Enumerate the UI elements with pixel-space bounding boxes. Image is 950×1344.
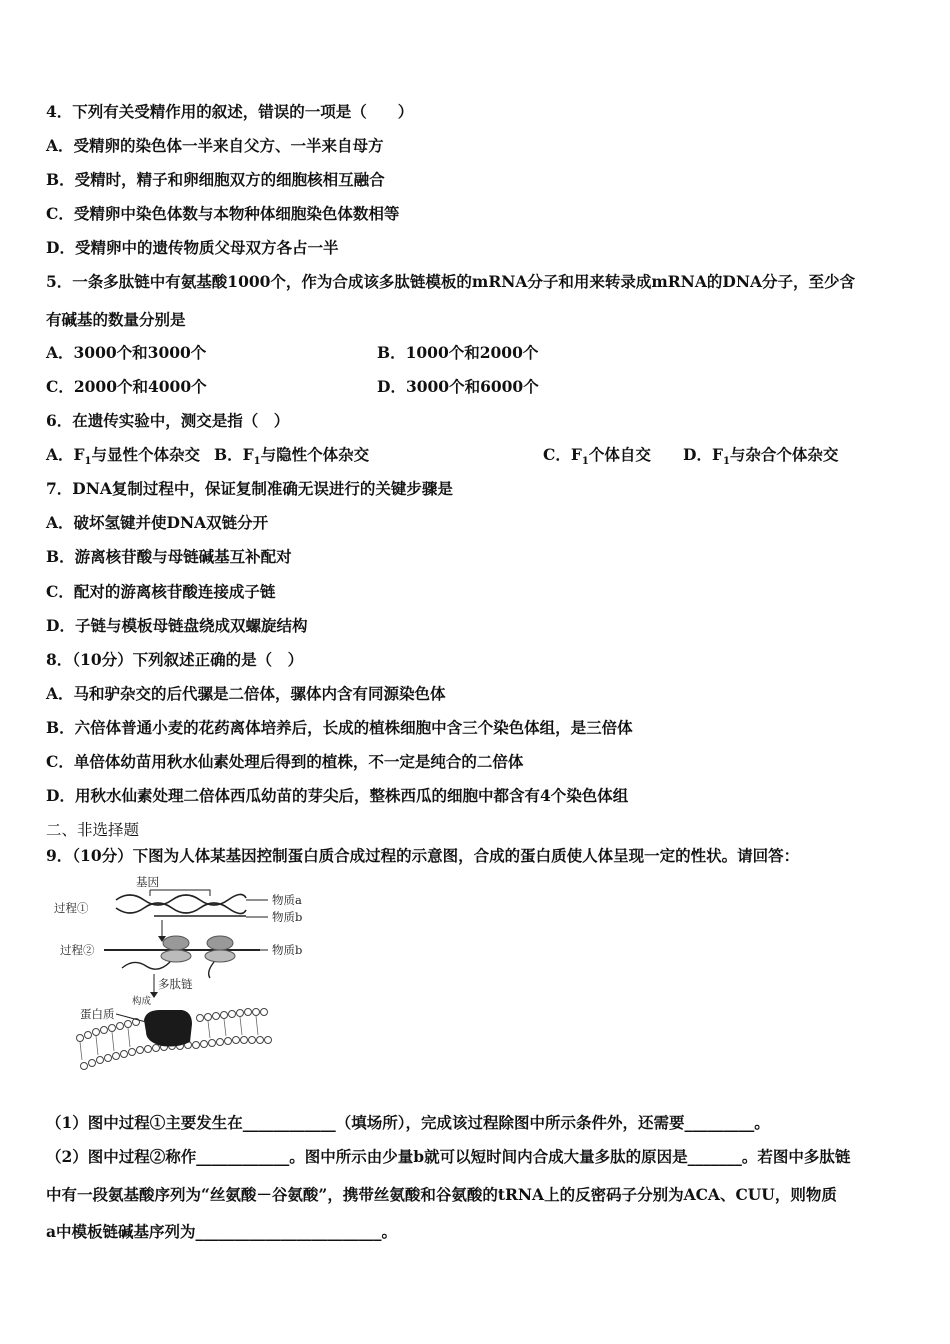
membrane-protein	[144, 1010, 192, 1047]
q5-option-c: C．2000个和4000个	[46, 377, 207, 396]
polypeptide-tail-2	[209, 962, 214, 978]
leader-protein	[116, 1014, 146, 1022]
q6-option-a: A．$F_1$与显性个体杂交	[46, 445, 201, 468]
arrow-2-head	[150, 992, 158, 998]
q9-part2-line3: a中模板链碱基序列为________________________。	[46, 1222, 398, 1241]
q7-option-c: C．配对的游离核苷酸连接成子链	[46, 582, 276, 601]
dna-helix	[116, 894, 246, 913]
label-polypeptide: 多肽链	[158, 977, 193, 991]
q8-option-b: B．六倍体普通小麦的花药离体培养后，长成的植株细胞中含三个染色体组，是三倍体	[46, 718, 633, 737]
label-substance-a: 物质a	[272, 893, 302, 907]
label-process1: 过程①	[54, 901, 89, 915]
q5-option-b: B．1000个和2000个	[377, 343, 539, 362]
label-substance-b-1: 物质b	[272, 910, 303, 924]
q6-option-b: B．$F_1$与隐性个体杂交	[214, 445, 370, 468]
label-compose: 构成	[132, 996, 152, 1007]
q8-stem: 8．（10分）下列叙述正确的是（ ）	[46, 650, 304, 669]
section-heading: 二、非选择题	[46, 821, 140, 839]
label-substance-b-2: 物质b	[272, 943, 303, 957]
gene-expression-diagram	[50, 870, 320, 1080]
label-gene: 基因	[136, 875, 159, 889]
q7-option-d: D．子链与模板母链盘绕成双螺旋结构	[46, 616, 308, 635]
q9-part1: （1）图中过程①主要发生在____________（填场所），完成该过程除图中所示条件外，还需要_________。	[46, 1113, 770, 1132]
q4-option-b: B．受精时，精子和卵细胞双方的细胞核相互融合	[46, 170, 385, 189]
label-protein: 蛋白质	[80, 1007, 115, 1021]
q8-option-a: A．马和驴杂交的后代骡是二倍体，骡体内含有同源染色体	[46, 684, 446, 703]
polypeptide-tail-1	[122, 962, 170, 969]
q6-option-d: D．$F_1$与杂合个体杂交	[683, 445, 839, 468]
q9-stem: 9．（10分）下图为人体某基因控制蛋白质合成过程的示意图，合成的蛋白质使人体呈现一定的性状。请回答：	[46, 846, 800, 865]
q7-stem: 7．DNA复制过程中，保证复制准确无误进行的关键步骤是	[46, 479, 453, 498]
label-process2: 过程②	[60, 943, 95, 957]
q9-part2-line2: 中有一段氨基酸序列为“丝氨酸－谷氨酸”，携带丝氨酸和谷氨酸的tRNA上的反密码子分别为ACA、CUU，则物质	[46, 1185, 837, 1204]
q7-option-b: B．游离核苷酸与母链碱基互补配对	[46, 547, 292, 566]
q4-stem: 4．下列有关受精作用的叙述，错误的一项是（ ）	[46, 102, 414, 121]
q4-option-a: A．受精卵的染色体一半来自父方、一半来自母方	[46, 136, 384, 155]
q4-option-c: C．受精卵中染色体数与本物种体细胞染色体数相等	[46, 204, 400, 223]
q5-stem-line2: 有碱基的数量分别是	[46, 310, 186, 329]
q8-option-c: C．单倍体幼苗用秋水仙素处理后得到的植株，不一定是纯合的二倍体	[46, 752, 524, 771]
q9-part2-line1: （2）图中过程②称作____________。图中所示由少量b就可以短时间内合成大量多肽的原因是_______。若图中多肽链	[46, 1147, 851, 1166]
q7-option-a: A．破坏氢键并使DNA双链分开	[46, 513, 269, 532]
q8-option-d: D．用秋水仙素处理二倍体西瓜幼苗的芽尖后，整株西瓜的细胞中都含有4个染色体组	[46, 786, 629, 805]
q6-stem: 6．在遗传实验中，测交是指（ ）	[46, 411, 290, 430]
q5-option-d: D．3000个和6000个	[377, 377, 539, 396]
q4-option-d: D．受精卵中的遗传物质父母双方各占一半	[46, 238, 339, 257]
q6-option-c: C．$F_1$个体自交	[543, 445, 651, 468]
q5-option-a: A．3000个和3000个	[46, 343, 207, 362]
q5-stem-line1: 5．一条多肽链中有氨基酸1000个，作为合成该多肽链模板的mRNA分子和用来转录成mRNA的DNA分子，至少含	[46, 272, 856, 291]
